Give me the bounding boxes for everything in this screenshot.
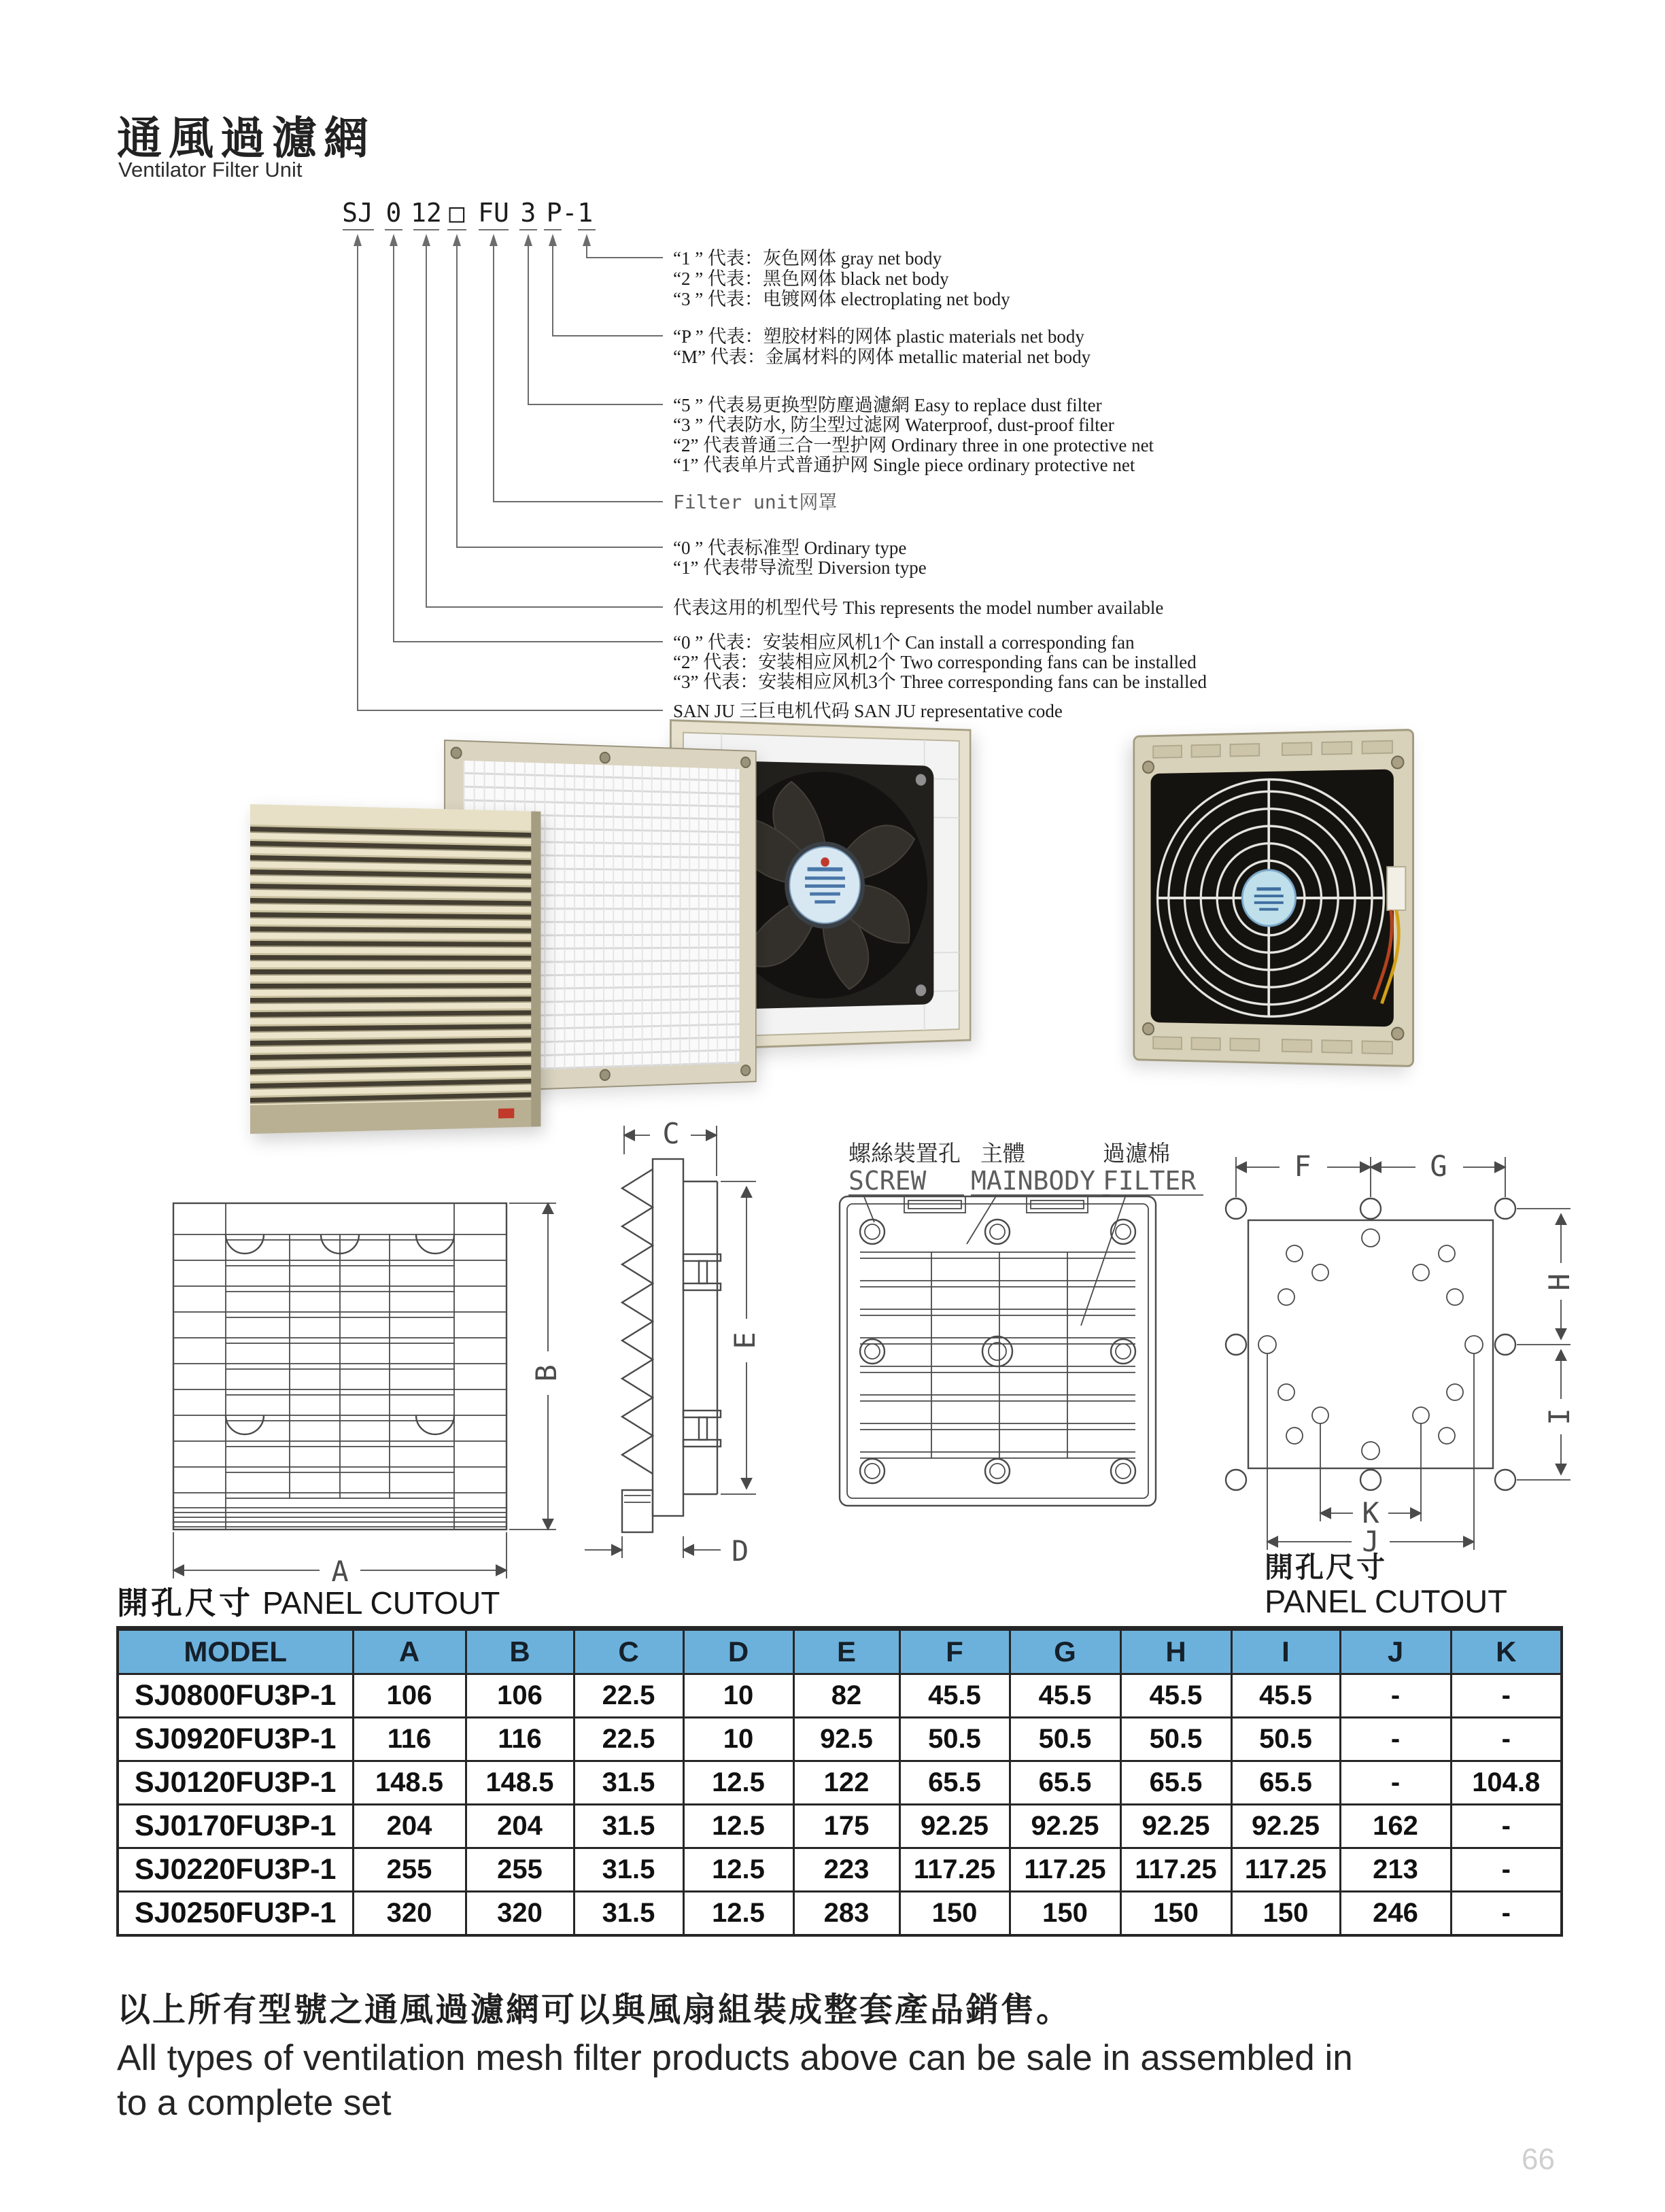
col-header-G: G — [1010, 1629, 1120, 1674]
model-name: SJ0220FU3P-1 — [118, 1848, 353, 1892]
dim-value: 92.5 — [793, 1718, 899, 1761]
drawing-mainbody — [840, 1141, 1203, 1506]
dim-value: 45.5 — [1120, 1674, 1231, 1718]
code-descriptions — [673, 248, 1207, 721]
dim-value: 106 — [353, 1674, 466, 1718]
table-row — [118, 1761, 1562, 1805]
description-line: Filter unit网罩 — [673, 491, 838, 513]
description-line: “3 ” 代表：电镀网体 electroplating net body — [673, 289, 1010, 309]
model-code-text — [342, 198, 593, 228]
dim-value: 45.5 — [1010, 1674, 1120, 1718]
dim-value: - — [1340, 1718, 1451, 1761]
drawing-side-view — [585, 1117, 761, 1568]
dim-value: 92.25 — [1010, 1805, 1120, 1848]
code-connector-lines — [358, 245, 663, 710]
svg-text:SJ: SJ — [342, 198, 373, 228]
page-title: 通風過濾網 — [117, 113, 375, 163]
dim-value: 65.5 — [1231, 1761, 1340, 1805]
description-line: “2” 代表普通三合一型护网 Ordinary three in one protective net — [673, 435, 1154, 455]
table-header-row — [118, 1629, 1562, 1674]
dim-value: 31.5 — [574, 1761, 683, 1805]
label-screw-zh: 螺絲裝置孔 — [848, 1141, 961, 1166]
page-number: 66 — [1522, 2143, 1555, 2176]
dim-value: 223 — [793, 1848, 899, 1892]
model-name: SJ0800FU3P-1 — [118, 1674, 353, 1718]
dim-value: 31.5 — [574, 1848, 683, 1892]
col-header-C: C — [574, 1629, 683, 1674]
dim-value: 150 — [1231, 1892, 1340, 1936]
dim-value: 150 — [899, 1892, 1010, 1936]
model-name: SJ0120FU3P-1 — [118, 1761, 353, 1805]
label-filter-en: FILTER — [1103, 1166, 1197, 1196]
table-row — [118, 1805, 1562, 1848]
dim-value: 320 — [353, 1892, 466, 1936]
dim-value: - — [1451, 1674, 1562, 1718]
model-code-diagram — [326, 190, 1333, 765]
dim-value: 50.5 — [1010, 1718, 1120, 1761]
connector-block — [1387, 867, 1405, 910]
table-title — [117, 1578, 500, 1623]
dim-value: 150 — [1010, 1892, 1120, 1936]
product-photo-louver-grille — [250, 804, 540, 1134]
description-line: “3” 代表：安装相应风机3个 Three corresponding fans can be installed — [673, 672, 1207, 692]
drawing-front-view — [173, 1203, 563, 1588]
dim-label-A: A — [331, 1555, 349, 1588]
model-name: SJ0920FU3P-1 — [118, 1718, 353, 1761]
dim-value: 22.5 — [574, 1718, 683, 1761]
col-header-model: MODEL — [118, 1629, 353, 1674]
dim-value: 104.8 — [1451, 1761, 1562, 1805]
description-line: “3 ” 代表防水, 防尘型过滤网 Waterproof, dust-proof filter — [673, 415, 1114, 435]
dim-value: 10 — [683, 1674, 793, 1718]
brand-logo — [498, 1108, 514, 1118]
dim-value: 116 — [353, 1718, 466, 1761]
col-header-H: H — [1120, 1629, 1231, 1674]
svg-text:P-1: P-1 — [546, 198, 594, 228]
dim-value: 12.5 — [683, 1805, 793, 1848]
drawing-panel-cutout — [1226, 1150, 1576, 1619]
dim-label-E: E — [728, 1332, 761, 1349]
page-subtitle: Ventilator Filter Unit — [118, 158, 303, 182]
description-line: “P ” 代表：塑胶材料的网体 plastic materials net body — [673, 326, 1084, 347]
dim-value: 65.5 — [899, 1761, 1010, 1805]
label-body-zh: 主體 — [980, 1141, 1025, 1166]
dim-value: 246 — [1340, 1892, 1451, 1936]
table-title-en: PANEL CUTOUT — [262, 1585, 500, 1621]
dim-value: 213 — [1340, 1848, 1451, 1892]
dim-value: 175 — [793, 1805, 899, 1848]
model-name: SJ0170FU3P-1 — [118, 1805, 353, 1848]
dim-value: 65.5 — [1010, 1761, 1120, 1805]
dim-value: 117.25 — [1120, 1848, 1231, 1892]
dim-value: 92.25 — [899, 1805, 1010, 1848]
cutout-caption-zh: 開孔尺寸 — [1265, 1551, 1388, 1583]
dim-value: 31.5 — [574, 1805, 683, 1848]
svg-text:FU: FU — [478, 198, 509, 228]
description-line: “2 ” 代表：黑色网体 black net body — [673, 269, 949, 289]
dim-label-J: J — [1362, 1525, 1379, 1558]
dim-value: - — [1451, 1892, 1562, 1936]
code-arrows — [354, 234, 591, 246]
dim-value: 65.5 — [1120, 1761, 1231, 1805]
dim-value: - — [1340, 1761, 1451, 1805]
dim-value: 148.5 — [466, 1761, 574, 1805]
dim-label-H: H — [1543, 1273, 1576, 1291]
table-row — [118, 1892, 1562, 1936]
label-screw-en: SCREW — [848, 1166, 927, 1196]
dim-value: 117.25 — [899, 1848, 1010, 1892]
description-line: “1 ” 代表：灰色网体 gray net body — [673, 248, 942, 269]
description-line: “2” 代表：安装相应风机2个 Two corresponding fans can be installed — [673, 652, 1197, 672]
dim-value: 255 — [353, 1848, 466, 1892]
dim-value: 117.25 — [1010, 1848, 1120, 1892]
dim-value: 162 — [1340, 1805, 1451, 1848]
dim-value: 50.5 — [899, 1718, 1010, 1761]
description-line: “0 ” 代表标准型 Ordinary type — [673, 538, 907, 558]
panel-cutout-table — [116, 1626, 1563, 1937]
table-row — [118, 1718, 1562, 1761]
dim-value: - — [1451, 1805, 1562, 1848]
table-row — [118, 1848, 1562, 1892]
dim-value: 320 — [466, 1892, 574, 1936]
description-line: “M” 代表：金属材料的网体 metallic material net body — [673, 347, 1091, 367]
technical-drawings — [116, 1101, 1584, 1618]
footer-note-en — [117, 2036, 1353, 2126]
col-header-D: D — [683, 1629, 793, 1674]
dim-label-C: C — [662, 1117, 680, 1150]
dim-value: 204 — [353, 1805, 466, 1848]
footer-note-zh: 以上所有型號之通風過濾網可以與風扇組裝成整套產品銷售。 — [117, 1992, 1072, 2028]
col-header-A: A — [353, 1629, 466, 1674]
dim-value: 116 — [466, 1718, 574, 1761]
product-photo-fan-guard — [1133, 729, 1414, 1067]
col-header-K: K — [1451, 1629, 1562, 1674]
dim-value: - — [1340, 1674, 1451, 1718]
cutout-caption-en: PANEL CUTOUT — [1265, 1583, 1507, 1619]
svg-text:3: 3 — [520, 198, 536, 228]
dim-value: 12.5 — [683, 1892, 793, 1936]
label-filter-zh: 過濾棉 — [1103, 1141, 1170, 1166]
dim-value: 12.5 — [683, 1848, 793, 1892]
dim-value: 92.25 — [1231, 1805, 1340, 1848]
dim-label-F: F — [1294, 1150, 1311, 1183]
description-line: SAN JU 三巨电机代码 SAN JU representative code — [673, 701, 1063, 721]
svg-text:12: 12 — [411, 198, 442, 228]
dim-label-K: K — [1362, 1496, 1379, 1530]
footer-note-en-line2: to a complete set — [117, 2083, 392, 2123]
dim-label-I: I — [1543, 1408, 1576, 1425]
dim-value: 283 — [793, 1892, 899, 1936]
dim-value: 45.5 — [1231, 1674, 1340, 1718]
dim-value: 22.5 — [574, 1674, 683, 1718]
table-row — [118, 1674, 1562, 1718]
dim-value: 10 — [683, 1718, 793, 1761]
description-line: 代表这用的机型代号 This represents the model number available — [673, 598, 1164, 618]
dim-value: 82 — [793, 1674, 899, 1718]
dim-value: 92.25 — [1120, 1805, 1231, 1848]
dim-value: 117.25 — [1231, 1848, 1340, 1892]
label-body-en: MAINBODY — [971, 1166, 1096, 1196]
svg-text:0: 0 — [385, 198, 402, 228]
col-header-F: F — [899, 1629, 1010, 1674]
dim-value: 50.5 — [1231, 1718, 1340, 1761]
dim-value: 106 — [466, 1674, 574, 1718]
col-header-E: E — [793, 1629, 899, 1674]
col-header-I: I — [1231, 1629, 1340, 1674]
dim-value: 204 — [466, 1805, 574, 1848]
description-line: “0 ” 代表：安装相应风机1个 Can install a corresponding fan — [673, 632, 1135, 653]
model-name: SJ0250FU3P-1 — [118, 1892, 353, 1936]
col-header-B: B — [466, 1629, 574, 1674]
description-line: “1” 代表单片式普通护网 Single piece ordinary protective net — [673, 455, 1135, 475]
dim-value: 31.5 — [574, 1892, 683, 1936]
footer-note-en-line1: All types of ventilation mesh filter products above can be sale in assembled in — [117, 2038, 1353, 2078]
dim-value: 12.5 — [683, 1761, 793, 1805]
dim-value: 148.5 — [353, 1761, 466, 1805]
table-title-zh: 開孔尺寸 — [117, 1585, 253, 1621]
dim-value: - — [1451, 1848, 1562, 1892]
col-header-J: J — [1340, 1629, 1451, 1674]
dim-value: - — [1451, 1718, 1562, 1761]
dim-label-G: G — [1430, 1150, 1447, 1183]
dim-value: 255 — [466, 1848, 574, 1892]
dim-value: 150 — [1120, 1892, 1231, 1936]
svg-text:□: □ — [449, 198, 465, 228]
description-line: “1” 代表带导流型 Diversion type — [673, 557, 927, 578]
dim-label-D: D — [732, 1534, 749, 1568]
dim-value: 122 — [793, 1761, 899, 1805]
description-line: “5 ” 代表易更换型防塵過濾網 Easy to replace dust filter — [673, 395, 1102, 415]
dim-label-B: B — [530, 1364, 563, 1382]
dim-value: 45.5 — [899, 1674, 1010, 1718]
motor-label — [1242, 870, 1296, 927]
dim-value: 50.5 — [1120, 1718, 1231, 1761]
